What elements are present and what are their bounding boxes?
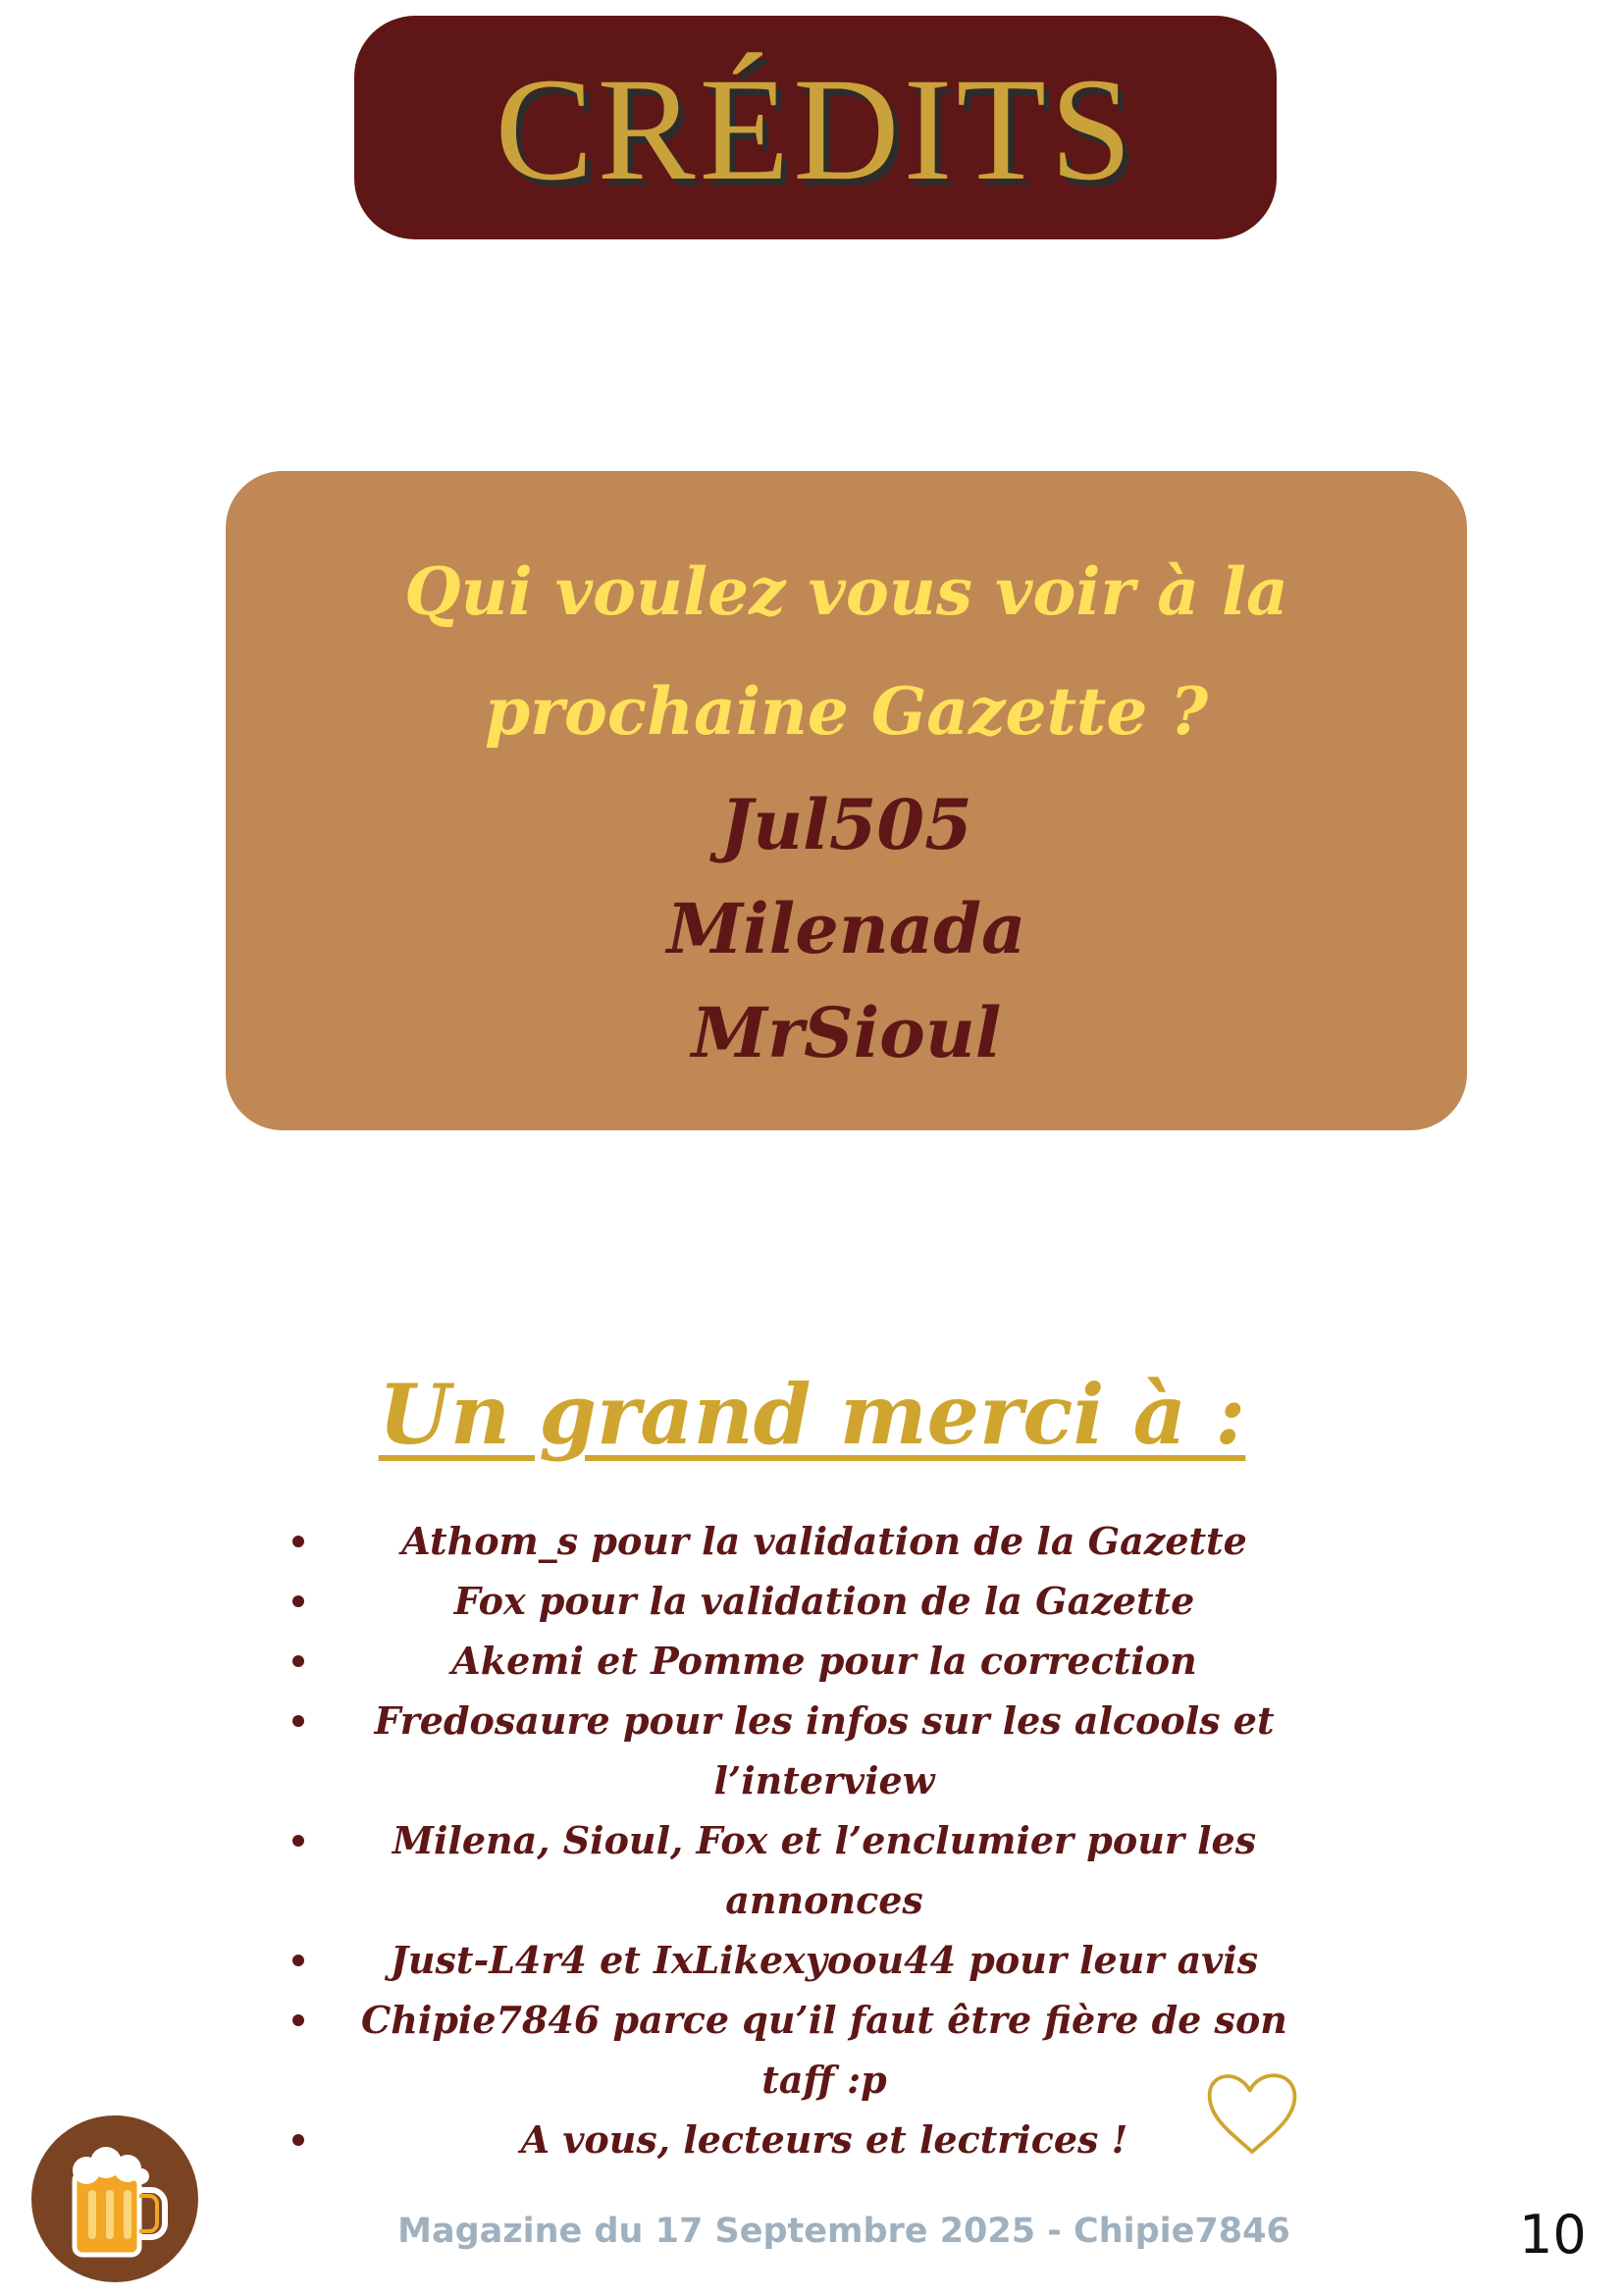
list-item: Chipie7846 parce qu’il faut être fière de son taff :p — [255, 1990, 1374, 2110]
beer-mug-badge — [31, 2115, 198, 2282]
heart-outline-icon — [1199, 2059, 1305, 2165]
thanks-heading — [0, 1356, 1624, 1474]
candidate-name: MrSioul — [691, 992, 1002, 1073]
question-line-2: prochaine Gazette ? — [484, 673, 1209, 750]
list-item: A vous, lecteurs et lectrices ! — [255, 2110, 1374, 2169]
list-item: Fox pour la validation de la Gazette — [255, 1571, 1374, 1631]
thanks-heading-text: Un grand merci à : — [378, 1366, 1246, 1463]
beer-mug-icon — [31, 2115, 198, 2282]
question-line-1: Qui voulez vous voir à la — [404, 553, 1288, 630]
candidate-name: Jul505 — [720, 784, 972, 865]
question-text — [226, 532, 1467, 771]
candidate-name: Milenada — [666, 888, 1026, 969]
list-item: Athom_s pour la validation de la Gazette — [255, 1511, 1374, 1571]
title-banner — [354, 16, 1277, 239]
question-box — [226, 471, 1467, 1130]
page-title: CRÉDITS — [495, 48, 1136, 211]
list-item: Fredosaure pour les infos sur les alcools et l’interview — [255, 1691, 1374, 1810]
list-item: Just-L4r4 et IxLikexyoou44 pour leur avis — [255, 1930, 1374, 1990]
footer-text: Magazine du 17 Septembre 2025 - Chipie7846 — [397, 2212, 1290, 2251]
page-number: 10 — [1519, 2204, 1587, 2266]
candidate-names — [226, 773, 1467, 1085]
list-item: Milena, Sioul, Fox et l’enclumier pour les annonces — [255, 1810, 1374, 1930]
list-item: Akemi et Pomme pour la correction — [255, 1631, 1374, 1691]
